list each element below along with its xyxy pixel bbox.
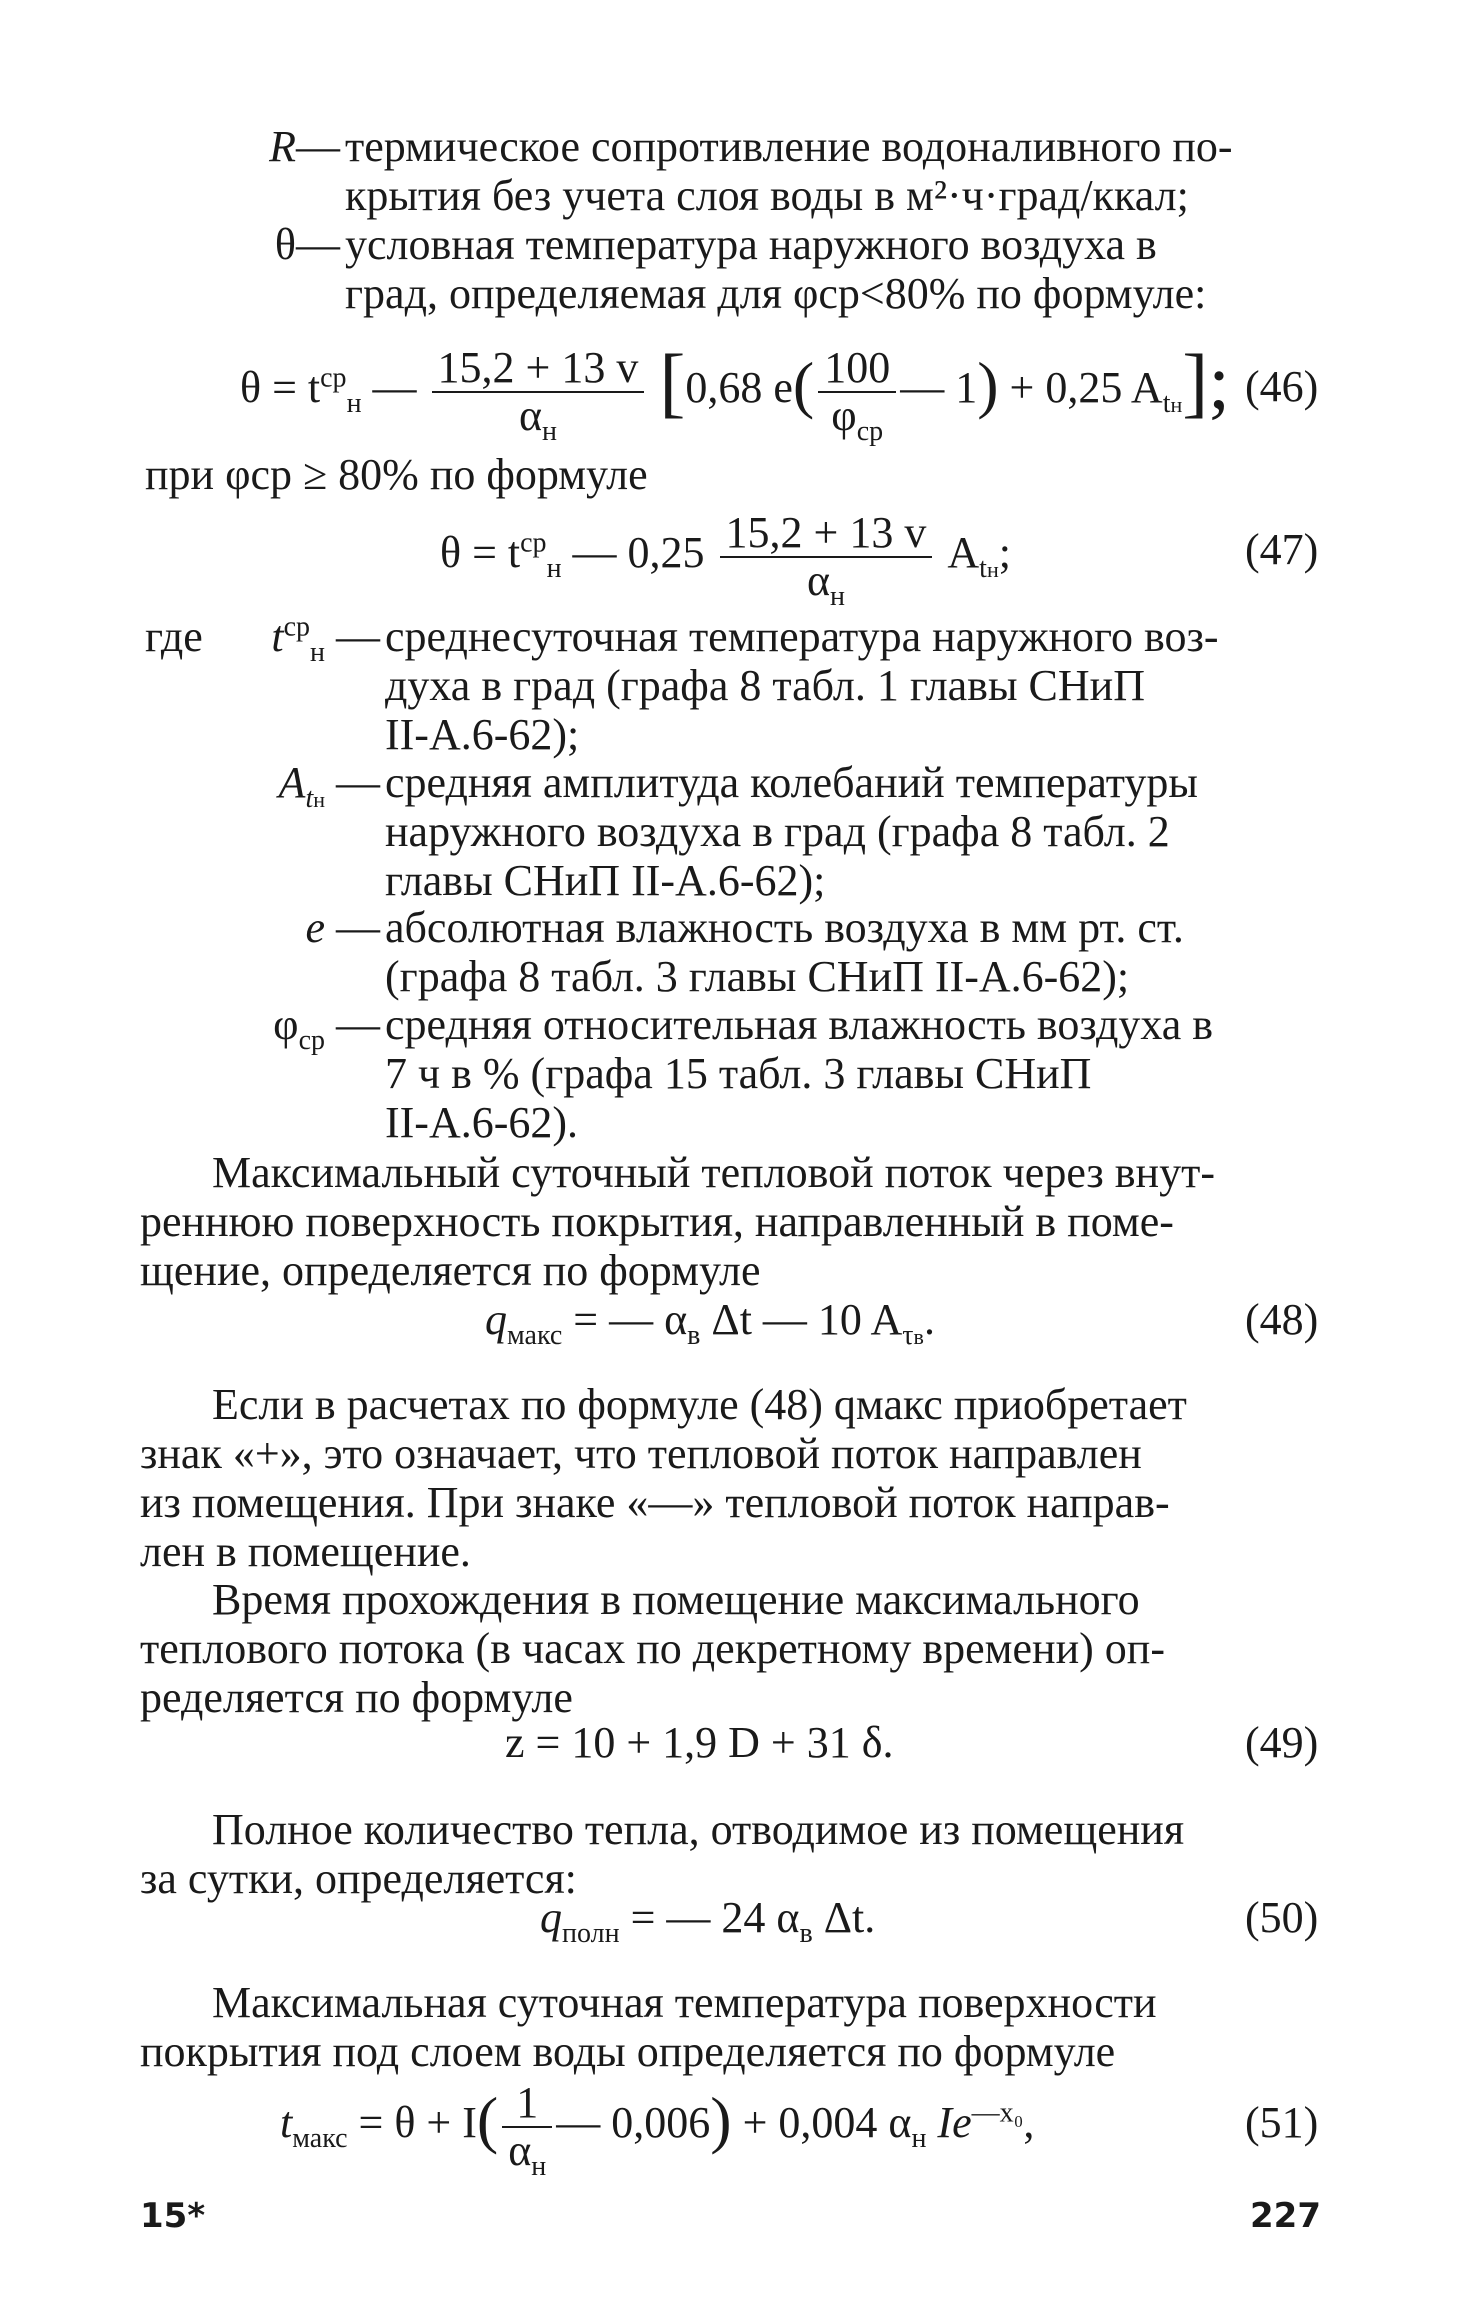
def-term-atn: $A_{tн}$ — <box>278 758 380 814</box>
eq46-inner-fraction: $\frac{100}{\varphi_{ср}}$ <box>818 345 896 439</box>
equation-47: $\theta = t^{ср}_н$ — 0,25 $\frac{15,2 + 13 v}{\alpha_н}$ $A_{tн}$; <box>440 508 1011 612</box>
footer-signature: 15* <box>140 2196 206 2236</box>
equation-number-47: (47) <box>1245 525 1319 574</box>
text-pri: при φср ≥ 80% по формуле <box>145 450 648 499</box>
def-text-e: абсолютная влажность воздуха в мм рт. ст. (графа 8 табл. 3 главы СНиП II-А.6-62); <box>385 903 1184 1001</box>
eq51-fraction: $\frac{1}{\alpha_н}$ <box>502 2080 552 2174</box>
def-text-theta: условная температура наружного воздуха в град, определяемая для φср<80% по формуле: <box>345 220 1207 318</box>
def-term-e: e — <box>305 903 380 952</box>
def-term-phi: $\varphi_{ср}$ — <box>273 1000 380 1056</box>
page-number: 227 <box>1250 2196 1321 2236</box>
equation-46: $\theta = t^{ср}_н$ — $\frac{15,2 + 13 v}{\alpha_н}$ [0,68 e( $\frac{100}{\varphi_{ср}}$ — 1) + 0,25 $A_{tн}$]; <box>240 338 1230 447</box>
eq47-fraction: $\frac{15,2 + 13 v}{\alpha_н}$ <box>720 510 933 604</box>
paragraph-4: Полное количество тепла, отводимое из помещения за сутки, определяется: <box>140 1805 1185 1903</box>
def-text-r: термическое сопротивление водоналивного по- крытия без учета слоя воды в м²·ч·град/ккал; <box>345 122 1233 220</box>
eq46-fraction: $\frac{15,2 + 13 v}{\alpha_н}$ <box>432 345 645 439</box>
def-text-phi: средняя относительная влажность воздуха в 7 ч в % (графа 15 табл. 3 главы СНиП II-А.6-62). <box>385 1000 1214 1147</box>
paragraph-5: Максимальная суточная температура поверхности покрытия под слоем воды определяется по формуле <box>140 1978 1157 2076</box>
def-text-tn: среднесуточная температура наружного воз- духа в град (графа 8 табл. 1 главы СНиП II-А.6-62); <box>385 612 1219 759</box>
def-text-atn: средняя амплитуда колебаний температуры наружного воздуха в град (графа 8 табл. 2 главы СНиП II-А.6-62); <box>385 758 1198 905</box>
equation-number-46: (46) <box>1245 362 1319 411</box>
paragraph-3: Время прохождения в помещение максимального теплового потока (в часах по декретному времени) оп- ределяется по формуле <box>140 1575 1165 1722</box>
equation-50: $q_{полн}$ = — 24 $\alpha_в$ Δt. <box>540 1893 876 1949</box>
equation-number-48: (48) <box>1245 1295 1319 1344</box>
paragraph-1: Максимальный суточный тепловой поток через внут- реннюю поверхность покрытия, направленный в поме- щение, определяется по формуле <box>140 1148 1215 1295</box>
equation-49: z = 10 + 1,9 D + 31 δ. <box>505 1718 894 1767</box>
paragraph-2: Если в расчетах по формуле (48) qмакс приобретает знак «+», это означает, что тепловой поток направлен из помещения. При знаке «—» тепловой поток направ- лен в помещение. <box>140 1380 1187 1576</box>
equation-48: $q_{макс}$ = — $\alpha_в$ Δt — 10 $A_{\tau в}$. <box>485 1295 935 1351</box>
equation-number-50: (50) <box>1245 1893 1319 1942</box>
def-term-tn: $t^{ср}_н$ — <box>271 611 380 668</box>
equation-number-49: (49) <box>1245 1718 1319 1767</box>
equation-51: $t_{макс} = \theta + I$( $\frac{1}{\alpha_н}$ — 0,006) + 0,004 $\alpha_н$ $Ie^{—x_0}$, <box>280 2078 1035 2182</box>
def-term-theta: θ— <box>274 220 340 269</box>
equation-number-51: (51) <box>1245 2098 1319 2147</box>
where-label: где <box>145 612 203 661</box>
def-term-r: R— <box>269 122 340 171</box>
